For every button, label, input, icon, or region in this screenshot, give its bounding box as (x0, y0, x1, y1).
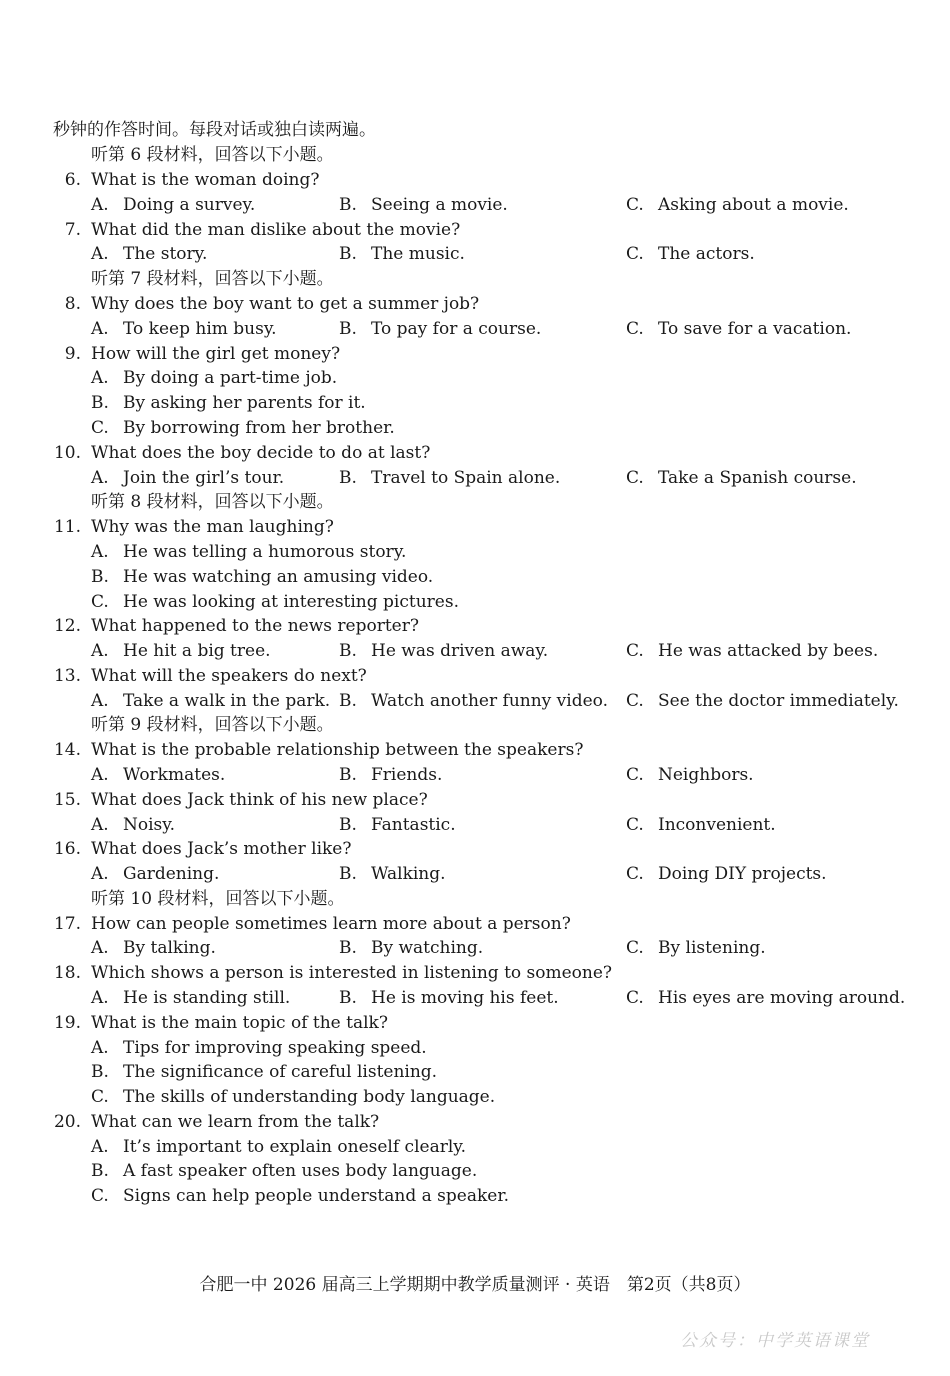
option-a: A. Noisy. (91, 815, 176, 835)
watermark: 公众号：中学英语课堂 (680, 1331, 870, 1351)
option-c-20: C. Signs can help people understand a speaker. (91, 1186, 510, 1206)
option-c-9: C. By borrowing from her brother. (91, 418, 395, 438)
option-b: B. Seeing a movie. (339, 195, 508, 215)
options-15 (0, 813, 950, 838)
option-a: A. Join the girl’s tour. (91, 468, 285, 488)
option-a: A. Take a walk in the park. (91, 691, 331, 711)
options-16 (0, 862, 950, 887)
question-text: What does Jack’s mother like? (91, 839, 352, 859)
option-a: A. The story. (91, 244, 208, 264)
option-c-11: C. He was looking at interesting pictures. (91, 592, 459, 612)
question-10 (0, 441, 950, 466)
option-c: C. Asking about a movie. (626, 195, 849, 215)
option-b-20: B. A fast speaker often uses body language. (91, 1161, 478, 1181)
question-text: What did the man dislike about the movie? (91, 220, 461, 240)
option-a: A. Gardening. (91, 864, 220, 884)
question-number: 20. (53, 1112, 81, 1132)
option-b-19: B. The significance of careful listening. (91, 1062, 438, 1082)
options-17 (0, 936, 950, 961)
question-17 (0, 912, 950, 937)
question-16 (0, 837, 950, 862)
options-18 (0, 986, 950, 1011)
options-14 (0, 763, 950, 788)
question-text: What is the main topic of the talk? (91, 1013, 388, 1033)
question-number: 17. (53, 914, 81, 934)
question-number: 13. (53, 666, 81, 686)
question-number: 19. (53, 1013, 81, 1033)
options-10 (0, 466, 950, 491)
option-c: C. To save for a vacation. (626, 319, 852, 339)
option-b: B. The music. (339, 244, 465, 264)
question-text: What does the boy decide to do at last? (91, 443, 431, 463)
question-text: What can we learn from the talk? (91, 1112, 380, 1132)
option-a: A. Workmates. (91, 765, 226, 785)
question-number: 6. (64, 170, 81, 190)
question-number: 11. (53, 517, 81, 537)
intro-text: 秒钟的作答时间。每段对话或独白读两遍。 (53, 120, 376, 140)
question-text: What is the woman doing? (91, 170, 320, 190)
option-b: B. Fantastic. (339, 815, 456, 835)
question-19 (0, 1011, 950, 1036)
option-b: B. He was driven away. (339, 641, 549, 661)
question-number: 7. (64, 220, 81, 240)
option-c: C. Doing DIY projects. (626, 864, 827, 884)
section-heading-7: 听第 7 段材料，回答以下小题。 (91, 269, 334, 289)
option-a: A. He is standing still. (91, 988, 291, 1008)
option-c: C. He was attacked by bees. (626, 641, 879, 661)
question-number: 16. (53, 839, 81, 859)
question-text: What happened to the news reporter? (91, 616, 419, 636)
option-c: C. Take a Spanish course. (626, 468, 857, 488)
option-b: B. Watch another funny video. (339, 691, 608, 711)
question-18 (0, 961, 950, 986)
question-text: Which shows a person is interested in listening to someone? (91, 963, 613, 983)
option-b: B. To pay for a course. (339, 319, 542, 339)
options-7 (0, 242, 950, 267)
question-11 (0, 515, 950, 540)
option-a: A. By talking. (91, 938, 216, 958)
option-b: B. By watching. (339, 938, 484, 958)
question-14 (0, 738, 950, 763)
options-8 (0, 317, 950, 342)
option-c: C. By listening. (626, 938, 766, 958)
question-text: How can people sometimes learn more about a person? (91, 914, 571, 934)
options-13 (0, 689, 950, 714)
question-number: 8. (64, 294, 81, 314)
option-c: C. See the doctor immediately. (626, 691, 899, 711)
option-c: C. The actors. (626, 244, 755, 264)
question-8 (0, 292, 950, 317)
section-heading-10: 听第 10 段材料，回答以下小题。 (91, 889, 345, 909)
question-text: Why was the man laughing? (91, 517, 334, 537)
option-a-11: A. He was telling a humorous story. (91, 542, 407, 562)
question-number: 12. (53, 616, 81, 636)
question-text: Why does the boy want to get a summer job? (91, 294, 480, 314)
question-12 (0, 614, 950, 639)
option-b: B. Friends. (339, 765, 443, 785)
option-b-11: B. He was watching an amusing video. (91, 567, 434, 587)
question-text: What will the speakers do next? (91, 666, 367, 686)
question-number: 18. (53, 963, 81, 983)
question-6 (0, 168, 950, 193)
question-number: 15. (53, 790, 81, 810)
options-12 (0, 639, 950, 664)
question-number: 9. (64, 344, 81, 364)
option-c: C. His eyes are moving around. (626, 988, 906, 1008)
option-b: B. Travel to Spain alone. (339, 468, 561, 488)
option-c: C. Inconvenient. (626, 815, 776, 835)
question-9 (0, 342, 950, 367)
option-a-9: A. By doing a part-time job. (91, 368, 338, 388)
option-a-20: A. It’s important to explain oneself clearly. (91, 1137, 467, 1157)
option-c-19: C. The skills of understanding body language. (91, 1087, 496, 1107)
question-text: What is the probable relationship between the speakers? (91, 740, 584, 760)
question-15 (0, 788, 950, 813)
option-c: C. Neighbors. (626, 765, 754, 785)
question-text: How will the girl get money? (91, 344, 341, 364)
question-number: 10. (53, 443, 81, 463)
option-a: A. He hit a big tree. (91, 641, 271, 661)
option-a-19: A. Tips for improving speaking speed. (91, 1038, 427, 1058)
options-6 (0, 193, 950, 218)
section-heading-8: 听第 8 段材料，回答以下小题。 (91, 492, 334, 512)
section-heading-6: 听第 6 段材料，回答以下小题。 (91, 145, 334, 165)
question-7 (0, 218, 950, 243)
section-heading-9: 听第 9 段材料，回答以下小题。 (91, 715, 334, 735)
question-13 (0, 664, 950, 689)
option-a: A. Doing a survey. (91, 195, 256, 215)
page-footer: 合肥一中 2026 届高三上学期期中教学质量测评 · 英语 第2页（共8页） (199, 1275, 751, 1295)
option-b: B. He is moving his feet. (339, 988, 559, 1008)
option-b-9: B. By asking her parents for it. (91, 393, 366, 413)
option-b: B. Walking. (339, 864, 446, 884)
question-text: What does Jack think of his new place? (91, 790, 428, 810)
question-number: 14. (53, 740, 81, 760)
question-20 (0, 1110, 950, 1135)
option-a: A. To keep him busy. (91, 319, 277, 339)
